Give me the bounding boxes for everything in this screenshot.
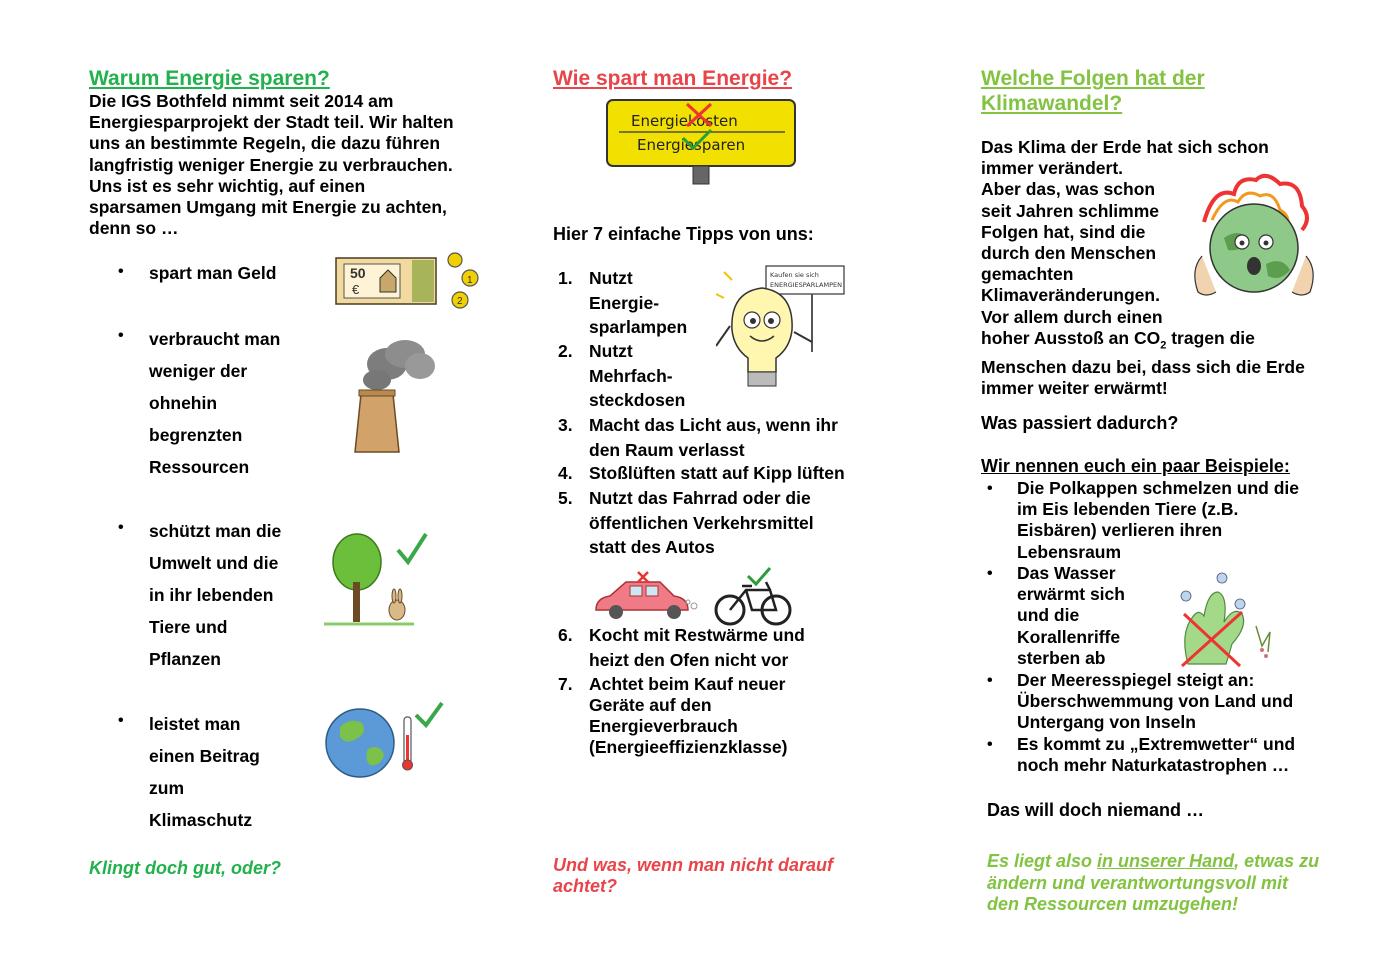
- example-coral-reefs: [1017, 563, 1125, 669]
- bullet-dot: •: [118, 519, 124, 536]
- paragraph-line-co2: [981, 328, 1305, 357]
- tip-line: Nutzt: [589, 268, 633, 288]
- tip-line: Mehrfach-: [589, 365, 673, 386]
- energy-sign-icon: [603, 96, 803, 188]
- tips-heading: Hier 7 einfache Tipps von uns:: [553, 224, 814, 244]
- example-line: und die: [1017, 605, 1080, 626]
- bullet-line: ohnehin: [149, 393, 218, 413]
- svg-text:Kaufen sie sich: Kaufen sie sich: [770, 271, 819, 279]
- question-heading: Was passiert dadurch?: [981, 413, 1179, 433]
- money-label: 50: [350, 265, 366, 281]
- bullet-dot: •: [987, 672, 993, 689]
- tip-number: 5.: [558, 488, 573, 508]
- svg-text:€: €: [352, 282, 360, 297]
- bullet-dot: •: [118, 327, 124, 344]
- closing-line: ändern und verantwortungsvoll mit: [987, 872, 1289, 893]
- tip-line: Achtet beim Kauf neuer: [589, 674, 786, 694]
- example-line: Der Meeresspiegel steigt an:: [1017, 670, 1255, 690]
- tip-number: 4.: [558, 463, 573, 483]
- tip-line: steckdosen: [589, 390, 686, 410]
- paragraph-line: Das Klima der Erde hat sich schon: [981, 137, 1269, 157]
- heading-line: Welche Folgen hat der: [981, 67, 1205, 90]
- tip-3: [589, 413, 838, 462]
- bullet-line: Tiere und: [149, 617, 228, 637]
- closing-line: den Ressourcen umzugehen!: [987, 894, 1239, 914]
- intro-paragraph: Die IGS Bothfeld nimmt seit 2014 am Energiesparprojekt der Stadt teil. Wir halten uns an bestimmte Regeln, die dazu führen langfristig weniger Energie zu verbrauchen. Uns ist es sehr wichtig, auf einen sparsamen Umgang mit Energie zu achten, denn so …: [89, 91, 454, 239]
- paragraph-line: Vor allem durch einen: [981, 306, 1163, 327]
- tip-line: Nutzt: [589, 341, 633, 361]
- closing-line-col3: [987, 851, 1319, 916]
- paragraph-line: gemachten: [981, 264, 1074, 285]
- bullet-line: weniger der: [149, 361, 248, 381]
- earth-thermometer-icon: [318, 695, 448, 785]
- examples-heading: Wir nennen euch ein paar Beispiele:: [981, 456, 1290, 476]
- tip-number: 2.: [558, 341, 573, 361]
- bullet-line: Klimaschutz: [149, 810, 253, 830]
- example-line: Es kommt zu „Extremwetter“ und: [1017, 734, 1296, 754]
- heading-line: Klimawandel?: [981, 92, 1123, 115]
- bullet-environment: [149, 515, 281, 675]
- closing-line-1: [987, 851, 1319, 873]
- bullet-line: Pflanzen: [149, 649, 221, 669]
- example-line: Überschwemmung von Land und: [1017, 691, 1294, 712]
- paragraph-line: immer verändert.: [981, 158, 1124, 179]
- bullet-line: spart man Geld: [149, 263, 277, 283]
- tip-6: [589, 623, 805, 672]
- example-line: im Eis lebenden Tiere (z.B.: [1017, 499, 1239, 520]
- closing-line-col2: [553, 855, 833, 897]
- co2-text-after: tragen die: [1166, 327, 1255, 348]
- svg-text:ENERGIESPARLAMPEN: ENERGIESPARLAMPEN: [770, 281, 842, 289]
- example-line: Das Wasser: [1017, 563, 1116, 583]
- lightbulb-mascot-icon: [716, 262, 848, 390]
- burning-earth-icon: [1188, 172, 1320, 308]
- example-polar-caps: [1017, 478, 1299, 563]
- paragraph-line: durch den Menschen: [981, 243, 1157, 264]
- example-line: Lebensraum: [1017, 541, 1122, 562]
- bullet-line: begrenzten: [149, 425, 243, 445]
- tip-line: öffentlichen Verkehrsmittel: [589, 512, 814, 533]
- bullet-dot: •: [987, 565, 993, 582]
- paragraph-line: Klimaveränderungen.: [981, 285, 1160, 306]
- heading-why-save-energy: Warum Energie sparen?: [89, 67, 330, 90]
- paragraph-line: Menschen dazu bei, dass sich die Erde: [981, 356, 1305, 377]
- example-line: Eisbären) verlieren ihren: [1017, 520, 1223, 541]
- tip-line: Kocht mit Restwärme und: [589, 625, 805, 645]
- bullet-line: schützt man die: [149, 521, 282, 541]
- tip-line: Geräte auf den: [589, 695, 712, 715]
- bullet-line: in ihr lebenden: [149, 585, 274, 605]
- bullet-dot: •: [987, 736, 993, 753]
- example-extreme-weather: [1017, 734, 1295, 776]
- tip-line: Energieverbrauch: [589, 716, 738, 736]
- paragraph-line: immer weiter erwärmt!: [981, 377, 1168, 398]
- tip-2: [589, 339, 685, 413]
- example-sea-level: [1017, 670, 1293, 734]
- bullet-dot: •: [987, 480, 993, 497]
- closing-line-col1: Klingt doch gut, oder?: [89, 858, 281, 878]
- tip-line: statt des Autos: [589, 537, 715, 557]
- tip-4: [589, 461, 845, 486]
- bullet-line: Umwelt und die: [149, 553, 279, 573]
- money-icon: [330, 248, 485, 318]
- paragraph-line: Aber das, was schon: [981, 179, 1156, 200]
- co2-subscript: 2: [1160, 339, 1167, 352]
- example-line: sterben ab: [1017, 647, 1106, 668]
- bullet-dot: •: [118, 712, 124, 729]
- closing-text: , etwas zu: [1234, 851, 1320, 871]
- heading-how-save-energy: Wie spart man Energie?: [553, 67, 793, 90]
- svg-text:1: 1: [467, 275, 473, 286]
- bullet-save-money: [149, 262, 276, 284]
- paragraph-line: seit Jahren schlimme: [981, 200, 1159, 221]
- example-line: Untergang von Inseln: [1017, 712, 1196, 733]
- coral-jellyfish-icon: [1166, 566, 1278, 670]
- bullet-line: verbraucht man: [149, 329, 281, 349]
- tip-1: [589, 266, 687, 340]
- closing-line: achtet?: [553, 876, 618, 896]
- bullet-line: Ressourcen: [149, 457, 250, 477]
- tip-line: Stoßlüften statt auf Kipp lüften: [589, 463, 845, 483]
- tip-5: [589, 486, 814, 560]
- tip-line: (Energieeffizienzklasse): [589, 737, 788, 757]
- paragraph-line: Folgen hat, sind die: [981, 221, 1146, 242]
- sign-line-2: Energiesparen: [637, 136, 746, 154]
- closing-emphasis: in unserer Hand: [1097, 851, 1235, 871]
- example-line: noch mehr Naturkatastrophen …: [1017, 755, 1290, 776]
- tip-line: Energie-: [589, 292, 660, 313]
- bullet-line: leistet man: [149, 714, 241, 734]
- co2-text: hoher Ausstoß an CO: [981, 327, 1161, 348]
- car-bike-icon: [592, 566, 797, 628]
- tip-number: 3.: [558, 415, 573, 435]
- sign-line-1: Energiekosten: [631, 112, 738, 130]
- example-line: Die Polkappen schmelzen und die: [1017, 478, 1300, 498]
- tip-number: 7.: [558, 674, 573, 694]
- tip-line: sparlampen: [589, 317, 688, 337]
- tip-7: [589, 674, 787, 758]
- bullet-climate: [149, 708, 260, 836]
- tip-line: Macht das Licht aus, wenn ihr: [589, 415, 838, 435]
- bullet-line: zum: [149, 778, 184, 798]
- svg-text:2: 2: [457, 296, 463, 307]
- closing-line: Und was, wenn man nicht darauf: [553, 855, 834, 875]
- bullet-dot: •: [118, 263, 124, 280]
- smokestack-icon: [345, 336, 440, 456]
- tip-number: 1.: [558, 268, 573, 288]
- tip-line: heizt den Ofen nicht vor: [589, 649, 789, 670]
- no-one-wants-that: Das will doch niemand …: [987, 800, 1205, 820]
- example-line: Korallenriffe: [1017, 626, 1121, 647]
- tip-number: 6.: [558, 625, 573, 645]
- heading-climate-consequences: [981, 66, 1205, 116]
- tip-line: Nutzt das Fahrrad oder die: [589, 488, 811, 508]
- bullet-resources: [149, 323, 280, 483]
- example-line: erwärmt sich: [1017, 584, 1125, 605]
- tip-line: den Raum verlasst: [589, 439, 745, 460]
- bullet-line: einen Beitrag: [149, 746, 260, 766]
- tree-rabbit-icon: [322, 524, 442, 629]
- closing-text: Es liegt also: [987, 851, 1098, 871]
